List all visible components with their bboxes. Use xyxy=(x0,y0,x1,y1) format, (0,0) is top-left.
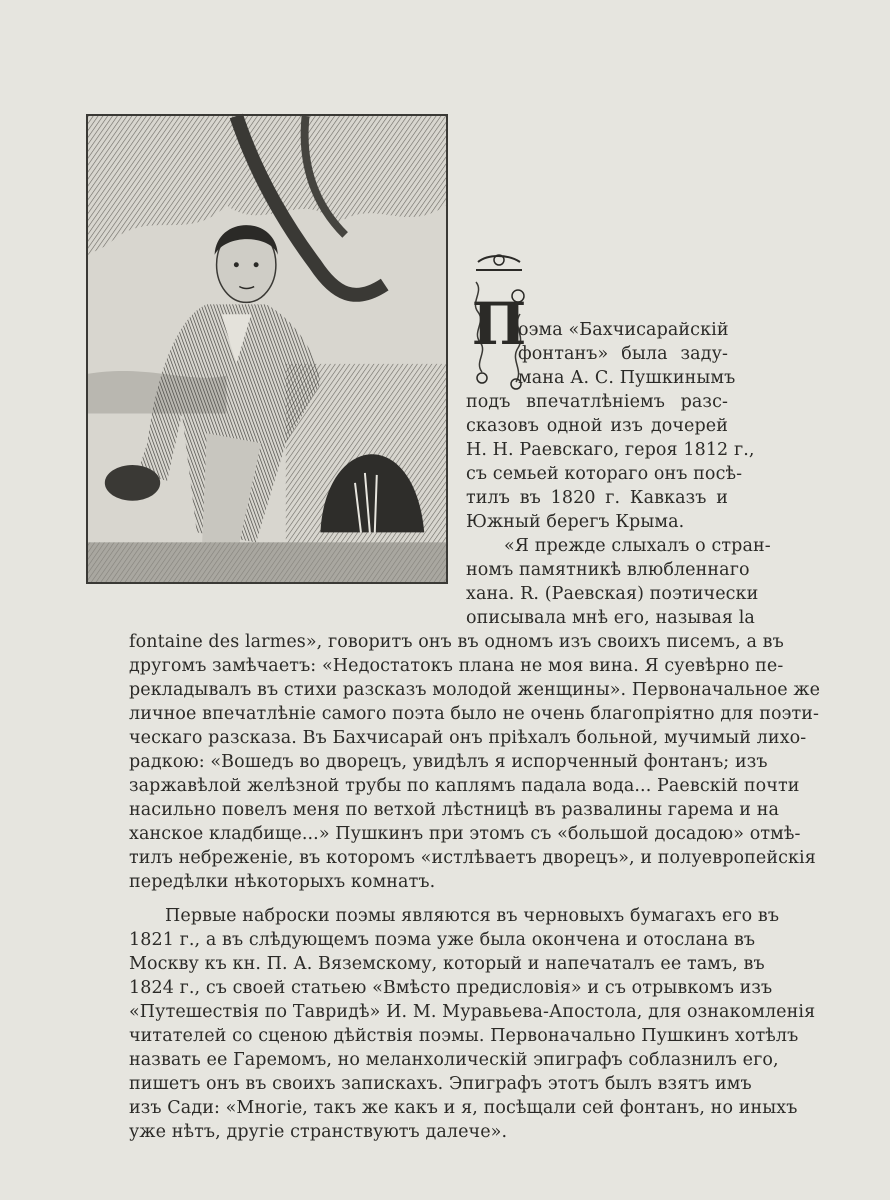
text-line: хана. R. (Раевская) поэтически xyxy=(466,584,759,604)
text-line: 1821 г., а въ слѣдующемъ поэма уже была окончена и отослана въ xyxy=(129,930,756,950)
portrait-engraving xyxy=(86,114,448,584)
text-line: «Путешествія по Тавридѣ» И. М. Муравьева-Апостола, для ознакомленія xyxy=(129,1002,816,1022)
text-line: изъ Сади: «Многіе, такъ же какъ и я, посѣщали сей фонтанъ, но иныхъ xyxy=(129,1098,798,1118)
text-line: 1824 г., съ своей статьею «Вмѣсто предисловія» и съ отрывкомъ изъ xyxy=(129,978,773,998)
text-line: насильно повелъ меня по ветхой лѣстницѣ въ развалины гарема и на xyxy=(129,800,780,820)
text-line: съ семьей котораго онъ посѣ- xyxy=(466,464,743,484)
text-line: передѣлки нѣкоторыхъ комнатъ. xyxy=(129,872,436,892)
text-line: заржавѣлой желѣзной трубы по каплямъ падала вода... Раевскій почти xyxy=(129,776,800,796)
text-line: оэма «Бахчисарайскій xyxy=(518,320,729,340)
text-line: рекладывалъ въ стихи разсказъ молодой женщины». Первоначальное же xyxy=(129,680,821,700)
text-line: уже нѣтъ, другіе странствуютъ далече». xyxy=(129,1122,508,1142)
text-line: другомъ замѣчаетъ: «Недостатокъ плана не моя вина. Я суевѣрно пе- xyxy=(129,656,784,676)
text-line: читателей со сценою дѣйствія поэмы. Первоначально Пушкинъ хотѣлъ xyxy=(129,1026,799,1046)
text-line: Н. Н. Раевскаго, героя 1812 г., xyxy=(466,440,755,460)
text-line: Южный берегъ Крыма. xyxy=(466,512,685,532)
text-line: назвать ее Гаремомъ, но меланхолическій эпиграфъ соблазнилъ его, xyxy=(129,1050,779,1070)
text-line: тилъ небреженіе, въ которомъ «истлѣваетъ дворецъ», и полуевропейскія xyxy=(129,848,816,868)
text-line: ческаго разсказа. Въ Бахчисарай онъ пріѣхалъ больной, мучимый лихо- xyxy=(129,728,807,748)
text-line: Москву къ кн. П. А. Вяземскому, который и напечаталъ ее тамъ, въ xyxy=(129,954,765,974)
text-line: номъ памятникѣ влюбленнаго xyxy=(466,560,750,580)
text-line: тилъ въ 1820 г. Кавказъ и xyxy=(466,488,728,508)
text-line: личное впечатлѣніе самого поэта было не очень благопріятно для поэти- xyxy=(129,704,820,724)
text-line: пишетъ онъ въ своихъ запискахъ. Эпиграфъ этотъ былъ взятъ имъ xyxy=(129,1074,752,1094)
text-line: Первые наброски поэмы являются въ черновыхъ бумагахъ его въ xyxy=(165,906,780,926)
text-line: фонтанъ» была заду- xyxy=(518,344,728,364)
text-line: радкою: «Вошедъ во дворецъ, увидѣлъ я испорченный фонтанъ; изъ xyxy=(129,752,768,772)
text-line: «Я прежде слыхалъ о стран- xyxy=(504,536,771,556)
text-line: ханское кладбище...» Пушкинъ при этомъ съ «большой досадою» отмѣ- xyxy=(129,824,801,844)
text-line: подъ впечатлѣніемъ разс- xyxy=(466,392,728,412)
text-line: сказовъ одной изъ дочерей xyxy=(466,416,728,436)
text-line: описывала мнѣ его, называя la xyxy=(466,608,755,628)
text-line: мана А. С. Пушкинымъ xyxy=(518,368,736,388)
dropcap-letter: П xyxy=(471,290,527,358)
text-line: fontaine des larmes», говоритъ онъ въ одномъ изъ своихъ писемъ, а въ xyxy=(129,632,784,652)
